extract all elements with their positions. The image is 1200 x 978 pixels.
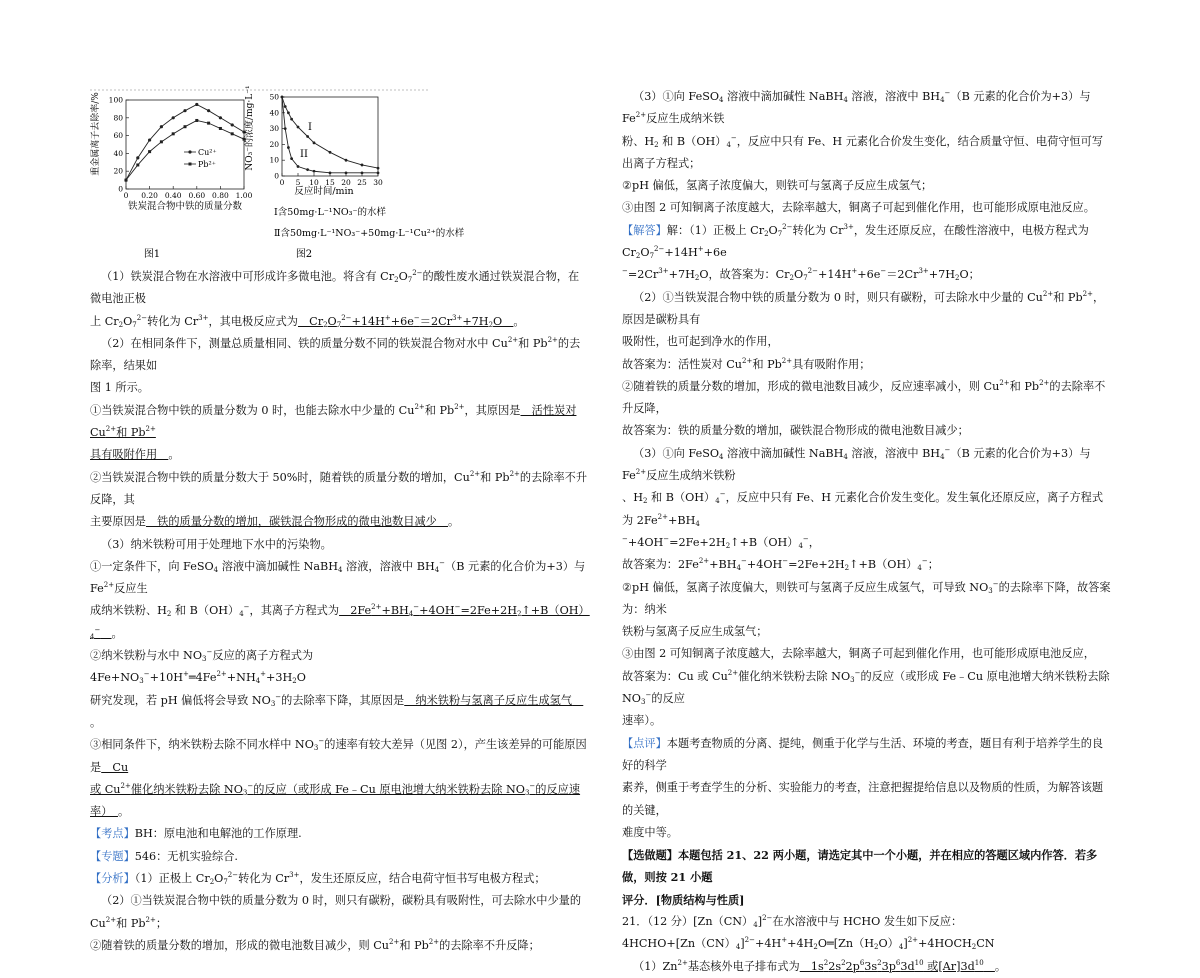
fig1-legend-pb: Pb²⁺ — [198, 160, 216, 169]
r-para-14: 【点评】本题考查物质的分离、提纯，侧重于化学与生活、环境的考查，题目有利于培养学生的良好的科学 — [622, 736, 1104, 772]
r-para-17: $4HCHO+[Zn(CN)_4]^{2-}+4H^++4H_2O═[Zn(H_2O)_4]^{2+}+4HOCH_2CN$ — [622, 936, 995, 952]
r-para-1: （3）①向 FeSO$_4$ 溶液中滴加碱性 NaBH$_4$ 溶液，溶液中 $BH_4^-(B$ 元素的化合价为+3）与 $Fe^{2+}$反应生成纳米铁 — [622, 89, 1091, 126]
para-12: 【分析】（1）正极上 $Cr_2O_7^{2-}$转化为 $Cr^{3+}$，发生还原反应，结合电荷守恒书写电极方程式； — [90, 871, 546, 887]
para-14: ②随着铁的质量分数的增加，形成的微电池数目减少，则 $Cu^{2+}$和 $Pb^{2+}$的去除率不升反降； — [90, 937, 540, 952]
para-3: ①当铁炭混合物中铁的质量分数为 0 时，也能去除水中少量的 $Cu^{2+}$和 $Pb^{2+}$，其原因是 活性炭对 $Cu^{2+}$和 $Pb^{2+}$ — [90, 402, 577, 440]
fig1-point-cu — [195, 103, 198, 106]
fig2-point-ii — [284, 127, 287, 130]
para-10: 【考点】BH：原电池和电解池的工作原理. — [90, 827, 302, 841]
r-para-14c: 难度中等。 — [622, 825, 678, 839]
r-para-5: （2）①当铁炭混合物中铁的质量分数为 0 时，则只有碳粉，可去除水中少量的 $Cu^{2+}$和 $Pb^{2+}$，原因是碳粉具有 — [622, 289, 1105, 326]
r-para-15: 【选做题】本题包括 21、22 两小题，请选定其中一个小题，并在相应的答题区域内作答．若多做，则按 21 小题 — [622, 848, 1098, 885]
fig2-ytick-label: 40 — [269, 108, 279, 118]
fig2-ytick-label: 10 — [269, 155, 279, 165]
fig2-curve-label-ii: II — [300, 149, 308, 160]
fig2-point-i — [377, 167, 380, 170]
fig2-series-line-ii — [282, 97, 378, 173]
fig1-ytick-label: 40 — [113, 148, 123, 158]
fig2-point-i — [361, 164, 364, 167]
fig1-plot-frame — [126, 100, 244, 189]
fig2-ytick-label: 0 — [274, 171, 279, 181]
fig2-xtick-label: 25 — [357, 178, 367, 187]
fig1-ytick-label: 60 — [113, 131, 123, 141]
fig2-point-ii — [290, 157, 293, 160]
fig1-point-pb — [184, 125, 187, 128]
r-para-9: （3）①向 FeSO$_4$ 溶液中滴加碱性 NaBH$_4$ 溶液，溶液中 $BH_4^-(B$ 元素的化合价为+3）与 $Fe^{2+}$反应生成纳米铁粉 — [622, 445, 1091, 483]
para-7: ②纳米铁粉与水中 $NO_3^-$反应的离子方程式为 — [90, 648, 314, 664]
fig2-ylabel: NO₃⁻的浓度/mg·L⁻¹ — [245, 86, 255, 171]
r-para-6: 故答案为：活性炭对 $Cu^{2+}$和 $Pb^{2+}$具有吸附作用； — [622, 356, 871, 371]
para-8: 研究发现，若 pH 偏低将会导致 $NO_3^-$的去除率下降，其原因是 纳米铁粉与氢离子反应生成氢气 。 — [90, 692, 584, 729]
fig2-point-ii — [377, 171, 380, 174]
fig1-point-pb — [219, 127, 222, 130]
fig2-xtick-label: 5 — [295, 178, 301, 187]
fig2-ytick-label: 30 — [269, 124, 279, 134]
r-para-3: ③由图 2 可知铜离子浓度越大，去除率越大，铜离子可起到催化作用，也可能形成原电池反应。 — [622, 201, 1095, 215]
fig1-ytick-label: 80 — [113, 113, 123, 123]
fig2-legend-i: Ⅰ含50mg·L⁻¹NO₃⁻的水样 — [274, 207, 387, 218]
fig2-xtick-label: 10 — [309, 178, 319, 187]
fig1-point-pb — [136, 163, 139, 166]
fig2-point-ii — [313, 170, 316, 173]
fig1-point-pb — [195, 119, 198, 122]
r-para-10: 故答案为：$2Fe^{2+}+BH_4^-+4OH^-=2Fe+2H_2↑+B(OH)_4^-$； — [622, 557, 939, 573]
fig1-caption: 图1 — [143, 249, 161, 260]
fig2-chart — [243, 86, 465, 260]
r-para-11: ②pH 偏低，氢离子浓度偏大，则铁可与氢离子反应生成氢气，可导致 $NO_3^-$的去除率下降，故答案为：纳米 — [622, 579, 1111, 616]
fig2-point-ii — [306, 168, 309, 171]
fig1-point-pb — [231, 132, 234, 135]
fig1-legend-marker-cu — [188, 150, 191, 153]
r-para-7: ②随着铁的质量分数的增加，形成的微电池数目减少，反应速率减小，则 $Cu^{2+}$和 $Pb^{2+}$的去除率不升反降， — [622, 378, 1106, 416]
r-para-4: 【解答】解：（1）正极上 $Cr_2O_7^{2-}$转化为 $Cr^{3+}$，发生还原反应，在酸性溶液中，电极方程式为 $Cr_2O_7^{2-}+14H^++6e$ — [622, 222, 1089, 261]
fig1-ytick-label: 100 — [108, 95, 123, 105]
fig2-xtick-label: 0 — [279, 178, 285, 187]
fig1-point-cu — [207, 109, 210, 112]
fig2-point-i — [313, 141, 316, 144]
fig2-xtick-label: 15 — [325, 178, 335, 187]
fig2-point-i — [284, 105, 287, 108]
fig1-xtick-label: 1.00 — [235, 191, 253, 200]
fig2-caption: 图2 — [295, 249, 313, 260]
fig1-ylabel: 重金属离子去除率/% — [91, 92, 101, 176]
fig2-series-line-i — [282, 97, 378, 168]
fig1-point-cu — [148, 138, 151, 141]
fig1-point-cu — [136, 156, 139, 159]
fig1-point-cu — [219, 116, 222, 119]
r-para-9b: 、$H_2$ 和 $B(OH)_4^-$，反应中只有 Fe、H 元素化合价发生变化。发生氧化还原反应，离子方程式为 $2Fe^{2+}+BH_4$ — [622, 490, 1104, 528]
fig2-point-i — [290, 118, 293, 121]
fig1-series-line-cu — [126, 104, 244, 180]
fig1-point-cu — [172, 116, 175, 119]
para-4b: 主要原因是 铁的质量分数的增加，碳铁混合物形成的微电池数目减少 。 — [90, 515, 460, 529]
fig1-legend-cu: Cu²⁺ — [198, 148, 217, 157]
figures-svg — [90, 86, 590, 264]
para-1b: 上 $Cr_2O_7^{2-}$转化为 $Cr^{3+}$，其电极反应式为 $Cr_2O_7^{2-}+14H^++6e^-=2Cr^{3+}+7H_2O$ 。 — [90, 313, 525, 329]
r-para-18: $(1)Zn^{2+}$基态核外电子排布式为 $1s^22s^22p^63s^23p^63d^{10}$ 或$[Ar]3d^{10}$ 。 — [633, 958, 1007, 973]
r-para-12: ③由图 2 可知铜离子浓度越大，去除率越大，铜离子可起到催化作用，也可能形成原电池反应， — [622, 647, 1095, 661]
fig1-legend-marker-pb — [189, 163, 192, 166]
fig1-point-cu — [160, 125, 163, 128]
para-3b: 具有吸附作用 。 — [90, 448, 180, 462]
fig2-curve-label-i: I — [308, 122, 312, 133]
fig1-xtick-label: 0.80 — [212, 191, 229, 200]
right-column — [622, 86, 1114, 978]
fig1-series-line-pb — [126, 120, 244, 180]
fig1-point-pb — [207, 122, 210, 125]
fig2-legend-ii: Ⅱ含50mg·L⁻¹NO₃⁻+50mg·L⁻¹Cu²⁺的水样 — [274, 228, 465, 239]
r-para-14b: 素养，侧重于考查学生的分析、实验能力的考查，注意把握提给信息以及物质的性质，为解答该题的关键， — [622, 781, 1104, 817]
fig2-ytick-label: 20 — [269, 139, 279, 149]
left-column — [90, 86, 590, 957]
para-1: （1）铁炭混合物在水溶液中可形成许多微电池。将含有 $Cr_2O_7^{2-}$的酸性废水通过铁炭混合物，在微电池正极 — [90, 269, 580, 306]
para-13: （2）①当铁炭混合物中铁的质量分数为 0 时，则只有碳粉，碳粉具有吸附性，可去除水中少量的 $Cu^{2+}$和 $Pb^{2+}$； — [90, 894, 582, 930]
para-4: ②当铁炭混合物中铁的质量分数大于 50%时，随着铁的质量分数的增加，$Cu^{2+}$和 $Pb^{2+}$的去除率不升反降，其 — [90, 469, 588, 506]
fig2-point-ii — [287, 146, 290, 149]
fig2-point-ii — [297, 165, 300, 168]
r-para-4b: $^-=2Cr^{3+}+7H_2O$，故答案为：$Cr_2O_7^{2-}+14H^++6e^-=2Cr^{3+}+7H_2O$； — [622, 267, 980, 283]
r-para-9c: $^-+4OH^-=2Fe+2H_2↑+B(OH)_4^-$， — [622, 534, 820, 550]
para-6b: 成纳米铁粉、$H_2$ 和 $B(OH)_4^-$，其离子方程式为 $2Fe^{2+}+BH_4^-+4OH^-=2Fe+2H_2↑+B(OH)_4^-$ 。 — [90, 603, 590, 641]
fig2-point-ii — [329, 171, 332, 174]
fig2-ytick-label: 50 — [269, 92, 279, 102]
para-2b: 图 1 所示。 — [90, 381, 149, 395]
fig2-point-i — [329, 151, 332, 154]
fig2-point-i — [306, 135, 309, 138]
para-6: ①一定条件下，向 FeSO$_4$ 溶液中滴加碱性 NaBH$_4$ 溶液，溶液中 $BH_4^-(B$ 元素的化合价为+3）与 $Fe^{2+}$反应生 — [90, 558, 586, 596]
fig1-chart — [90, 92, 253, 260]
fig2-xtick-label: 20 — [341, 178, 351, 187]
fig1-xtick-label: 0.40 — [164, 191, 182, 200]
r-para-11b: 铁粉与氢离子反应生成氢气； — [622, 625, 768, 639]
figures-area — [90, 86, 590, 264]
r-para-13: 故答案为：Cu 或 $Cu^{2+}$催化纳米铁粉去除 $NO_3^-$的反应（或形成 Fe﹣Cu 原电池增大纳米铁粉去除 $NO_3^-$的反应 — [622, 668, 1110, 707]
fig1-ytick-label: 0 — [118, 184, 123, 194]
fig2-point-ii — [345, 171, 348, 174]
para-9: ③相同条件下，纳米铁粉去除不同水样中 $NO_3^-$的速率有较大差异（见图 2），产生该差异的可能原因是 Cu — [90, 737, 587, 774]
fig1-point-pb — [160, 140, 163, 143]
fig2-point-ii — [281, 96, 284, 99]
para-7b: $4Fe+NO_3^-+10H^+═4Fe^{2+}+NH_4^++3H_2O$ — [90, 670, 306, 686]
fig2-point-i — [287, 111, 290, 114]
fig1-ytick-label: 20 — [113, 166, 123, 176]
para-5: （3）纳米铁粉可用于处理地下水中的污染物。 — [101, 537, 332, 551]
fig1-xlabel: 铁炭混合物中铁的质量分数 — [127, 201, 243, 212]
fig2-xlabel: 反应时间/min — [294, 186, 354, 197]
r-para-16: 21．（12 分）$[Zn(CN)_4]^{2-}$在水溶液中与 HCHO 发生如下反应： — [622, 913, 963, 929]
fig1-point-cu — [183, 109, 186, 112]
fig2-point-i — [345, 159, 348, 162]
fig1-xtick-label: 0 — [123, 191, 129, 200]
r-para-1b: 粉、$H_2$ 和 $B(OH)_4^-$，反应中只有 Fe、H 元素化合价发生变化，结合质量守恒、电荷守恒可写出离子方程式； — [622, 133, 1104, 170]
fig1-point-pb — [172, 132, 175, 135]
fig1-point-cu — [231, 123, 234, 126]
r-para-5b: 吸附性，也可起到净水的作用， — [622, 335, 779, 349]
fig2-point-i — [297, 126, 300, 129]
fig2-point-ii — [361, 171, 364, 174]
r-para-2: ②pH 偏低，氢离子浓度偏大，则铁可与氢离子反应生成氢气； — [622, 179, 933, 193]
r-para-15b: 评分．[物质结构与性质] — [622, 892, 745, 907]
para-11: 【专题】546：无机实验综合. — [90, 849, 238, 863]
fig1-xtick-label: 0.20 — [141, 191, 158, 200]
fig1-point-pb — [125, 179, 128, 182]
r-para-8: 故答案为：铁的质量分数的增加，碳铁混合物形成的微电池数目减少； — [622, 424, 969, 438]
para-2: （2）在相同条件下，测量总质量相同、铁的质量分数不同的铁炭混合物对水中 $Cu^{2+}$和 $Pb^{2+}$的去除率，结果如 — [90, 335, 581, 373]
fig2-xtick-label: 30 — [373, 178, 383, 187]
para-9b: 或 $Cu^{2+}$催化纳米铁粉去除 $NO_3^-$的反应（或形成 Fe﹣Cu 原电池增大纳米铁粉去除 $NO_3^-$的反应速率） 。 — [90, 781, 581, 819]
fig1-point-pb — [148, 150, 151, 153]
r-para-13b: 速率）。 — [622, 714, 662, 728]
fig1-xtick-label: 0.60 — [188, 191, 206, 200]
